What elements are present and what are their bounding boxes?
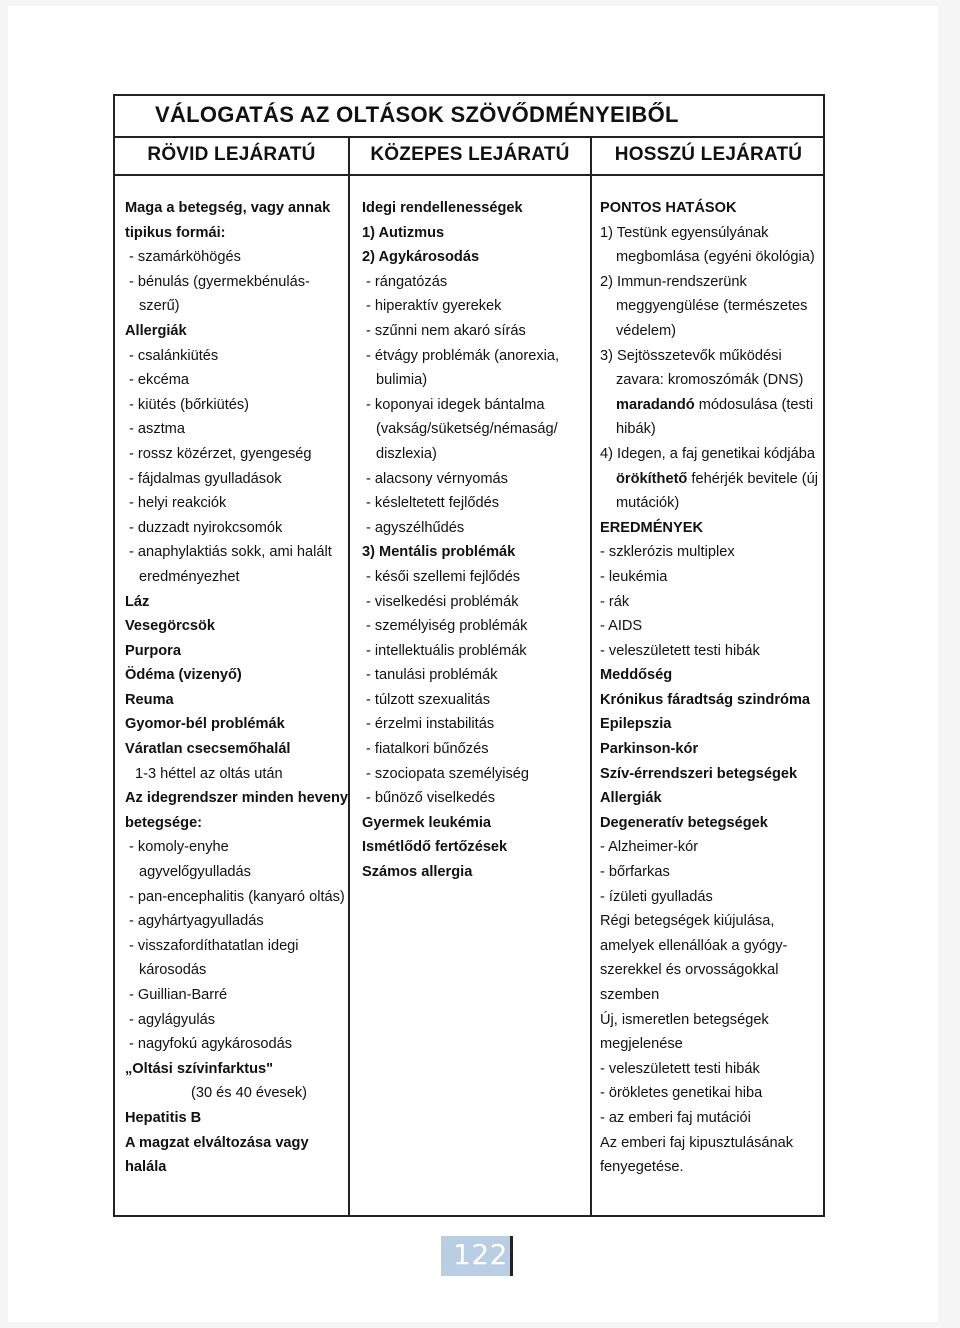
list-item bbox=[600, 393, 818, 418]
list-item: Új, ismeretlen betegségek bbox=[600, 1011, 769, 1028]
list-item: 3) Mentális problémák bbox=[362, 544, 516, 561]
list-item: - agylágyulás bbox=[129, 1011, 215, 1028]
list-item: Az emberi faj kipusztulásának bbox=[600, 1134, 794, 1151]
list-item: - ekcéma bbox=[129, 372, 190, 389]
list-item: - viselkedési problémák bbox=[366, 593, 519, 610]
list-item: 1) Testünk egyensúlyának bbox=[600, 224, 769, 241]
header-long-term: HOSSZÚ LEJÁRATÚ bbox=[614, 144, 803, 165]
list-item: - csalánkiütés bbox=[129, 347, 219, 364]
emphasis-text: örökíthető bbox=[616, 470, 688, 487]
list-item: - AIDS bbox=[600, 618, 643, 635]
list-item: Meddőség bbox=[600, 667, 673, 684]
list-item: Az idegrendszer minden heveny bbox=[125, 790, 349, 807]
list-item: - szociopata személyiség bbox=[366, 765, 530, 782]
list-item: - agyhártyagyulladás bbox=[129, 913, 264, 930]
list-item: - az emberi faj mutációi bbox=[600, 1109, 751, 1126]
list-item: - rángatózás bbox=[366, 273, 448, 290]
list-item: - rossz közérzet, gyengeség bbox=[129, 445, 312, 462]
list-item: Degeneratív betegségek bbox=[600, 814, 768, 831]
list-item bbox=[600, 467, 818, 492]
column-medium-term bbox=[362, 196, 559, 885]
list-item: - ízületi gyulladás bbox=[600, 888, 713, 905]
list-item: Számos allergia bbox=[362, 864, 473, 881]
column-divider bbox=[348, 136, 350, 1215]
list-item: - helyi reakciók bbox=[129, 495, 227, 512]
list-item: szemben bbox=[600, 987, 660, 1003]
list-item: agyvelőgyulladás bbox=[139, 864, 251, 881]
list-item: - bénulás (gyermekbénulás- bbox=[129, 273, 310, 290]
list-item: - személyiség problémák bbox=[366, 618, 528, 635]
list-item: - veleszületett testi hibák bbox=[600, 1060, 760, 1077]
list-item: - asztma bbox=[129, 421, 185, 438]
page-number: 122 bbox=[453, 1238, 508, 1271]
list-item: „Oltási szívinfarktus" bbox=[125, 1060, 274, 1077]
list-item: megbomlása (egyéni ökológia) bbox=[616, 249, 815, 266]
list-item: - érzelmi instabilitás bbox=[366, 716, 495, 733]
list-item: amelyek ellenállóak a gyógy- bbox=[600, 937, 788, 954]
list-item: Régi betegségek kiújulása, bbox=[600, 913, 775, 930]
complications-table bbox=[113, 94, 825, 1217]
list-item: - örökletes genetikai hiba bbox=[600, 1085, 763, 1102]
header-short-term: RÖVID LEJÁRATÚ bbox=[147, 144, 316, 165]
list-item: Allergiák bbox=[125, 322, 187, 339]
list-item: - tanulási problémák bbox=[366, 667, 498, 684]
title-row bbox=[115, 96, 823, 138]
list-item: - Alzheimer-kór bbox=[600, 839, 699, 856]
list-item: - anaphylaktiás sokk, ami halált bbox=[129, 544, 332, 561]
list-item: - alacsony vérnyomás bbox=[366, 470, 508, 487]
column-divider bbox=[590, 136, 592, 1215]
list-item: 2) Agykárosodás bbox=[362, 249, 480, 266]
list-item: 2) Immun-rendszerünk bbox=[600, 273, 747, 290]
list-item: 4) Idegen, a faj genetikai kódjába bbox=[600, 445, 816, 462]
page-number-bar bbox=[510, 1236, 513, 1276]
list-item: halála bbox=[125, 1159, 167, 1176]
list-item: - intellektuális problémák bbox=[366, 642, 527, 659]
list-item: szerű) bbox=[139, 298, 180, 315]
list-item: - rák bbox=[600, 593, 630, 610]
list-item: - komoly-enyhe bbox=[129, 839, 229, 856]
list-item: 3) Sejtösszetevők működési bbox=[600, 347, 782, 364]
list-item: Purpora bbox=[125, 642, 181, 659]
list-item: - veleszületett testi hibák bbox=[600, 642, 760, 659]
list-item: - kiütés (bőrkiütés) bbox=[129, 396, 250, 413]
list-item-text: fehérjék bevitele (új bbox=[687, 470, 818, 487]
list-item: - fájdalmas gyulladások bbox=[129, 470, 282, 487]
list-item: - leukémia bbox=[600, 568, 668, 585]
list-item: - hiperaktív gyerekek bbox=[366, 298, 502, 315]
table-title: VÁLOGATÁS AZ OLTÁSOK SZÖVŐDMÉNYEIBŐL bbox=[155, 102, 679, 127]
list-item: - pan-encephalitis (kanyaró oltás) bbox=[129, 888, 345, 905]
list-item: Reuma bbox=[125, 691, 174, 708]
list-item: 1) Autizmus bbox=[362, 224, 445, 241]
header-row bbox=[115, 136, 823, 176]
list-item: - bűnöző viselkedés bbox=[366, 790, 495, 807]
list-item: - koponyai idegek bántalma bbox=[366, 396, 545, 413]
header-medium-term: KÖZEPES LEJÁRATÚ bbox=[370, 144, 570, 165]
list-item: Szív-érrendszeri betegségek bbox=[600, 765, 798, 782]
list-item: diszlexia) bbox=[376, 445, 437, 462]
list-item: Láz bbox=[125, 593, 150, 610]
page-number-badge bbox=[441, 1236, 513, 1276]
list-item: Ödéma (vizenyő) bbox=[125, 667, 242, 684]
list-item: bulimia) bbox=[376, 372, 428, 389]
list-item: - duzzadt nyirokcsomók bbox=[129, 519, 283, 536]
list-item: Gyermek leukémia bbox=[362, 814, 491, 831]
emphasis-text: maradandó bbox=[616, 396, 695, 413]
list-item: - bőrfarkas bbox=[600, 864, 670, 881]
list-item: - étvágy problémák (anorexia, bbox=[366, 347, 560, 364]
list-item: Krónikus fáradtság szindróma bbox=[600, 691, 811, 708]
column-short-term bbox=[125, 196, 348, 1180]
list-item-text: módosulása (testi bbox=[694, 396, 814, 413]
list-item: - késői szellemi fejlődés bbox=[366, 568, 521, 585]
list-item: mutációk) bbox=[616, 495, 680, 512]
list-item: védelem) bbox=[616, 322, 677, 339]
list-item: betegsége: bbox=[125, 814, 203, 831]
list-item: szerekkel és orvosságokkal bbox=[600, 962, 779, 979]
list-item: tipikus formái: bbox=[125, 224, 226, 241]
list-item: Hepatitis B bbox=[125, 1109, 202, 1126]
list-item: károsodás bbox=[139, 962, 207, 979]
list-item: - fiatalkori bűnőzés bbox=[366, 741, 489, 758]
list-item: - túlzott szexualitás bbox=[366, 691, 491, 708]
list-item: fenyegetése. bbox=[600, 1159, 684, 1176]
list-item: - szűnni nem akaró sírás bbox=[366, 322, 526, 339]
list-item: Gyomor-bél problémák bbox=[125, 716, 285, 733]
list-item: - szamárköhögés bbox=[129, 249, 241, 266]
list-item: hibák) bbox=[616, 421, 656, 438]
list-item: Maga a betegség, vagy annak bbox=[125, 200, 331, 216]
column-long-term bbox=[600, 196, 818, 1180]
list-item: - szklerózis multiplex bbox=[600, 544, 735, 561]
list-item: eredményezhet bbox=[139, 568, 240, 585]
list-item: Idegi rendellenességek bbox=[362, 200, 523, 216]
list-item: Parkinson-kór bbox=[600, 741, 699, 758]
list-item: A magzat elváltozása vagy bbox=[125, 1134, 309, 1151]
list-item: Epilepszia bbox=[600, 716, 672, 733]
list-item: - késleltetett fejlődés bbox=[366, 495, 500, 512]
list-item: Váratlan csecsemőhalál bbox=[125, 741, 291, 758]
list-item: meggyengülése (természetes bbox=[616, 298, 808, 315]
list-item: - Guillian-Barré bbox=[129, 987, 228, 1003]
list-item: Allergiák bbox=[600, 790, 662, 807]
list-item: Ismétlődő fertőzések bbox=[362, 839, 508, 856]
list-item: zavara: kromoszómák (DNS) bbox=[616, 372, 804, 389]
list-item: EREDMÉNYEK bbox=[600, 519, 703, 536]
list-item: - nagyfokú agykárosodás bbox=[129, 1036, 293, 1053]
list-item: - agyszélhűdés bbox=[366, 519, 465, 536]
list-item: 1-3 héttel az oltás után bbox=[135, 765, 283, 782]
list-item: megjelenése bbox=[600, 1036, 683, 1053]
list-item: (vakság/süketség/némaság/ bbox=[376, 421, 558, 438]
list-item: (30 és 40 évesek) bbox=[191, 1085, 308, 1102]
list-item: - visszafordíthatatlan idegi bbox=[129, 937, 299, 954]
list-item: PONTOS HATÁSOK bbox=[600, 200, 737, 216]
list-item: Vesegörcsök bbox=[125, 618, 216, 635]
